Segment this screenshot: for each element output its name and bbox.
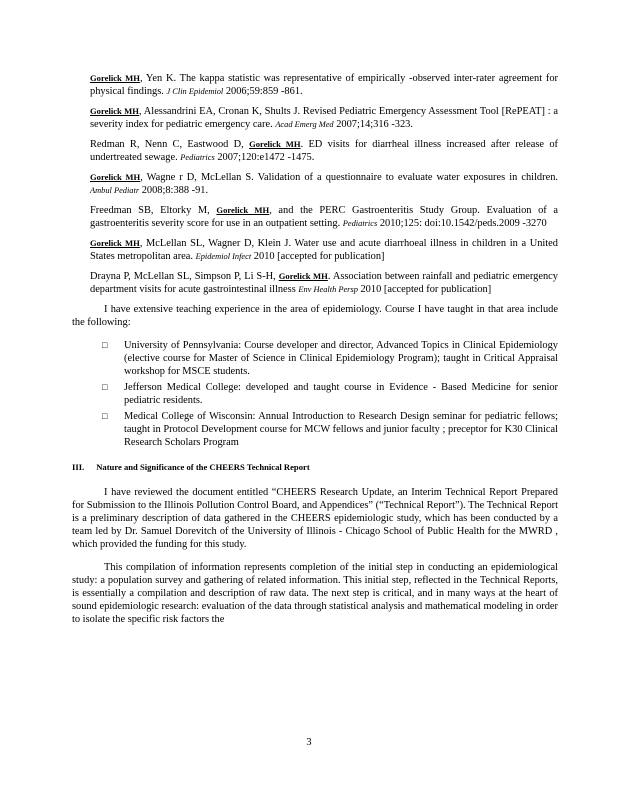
body-paragraph: This compilation of information represents completion of the initial step in conducting an epidemiological study: a population survey and gathering of related information. This initial step, reflected in the Technical Reports, is essentially a compilation and description of raw data. The next step is critical, and in many ways at the heart of sound epidemiologic research: evaluation of the data through statistical analysis and mathematical modeling in order to isolate the specific risk factors the (72, 562, 558, 625)
reference-citation: 2006;59:859 -861. (223, 86, 303, 97)
list-item (102, 381, 558, 407)
reference-author: Gorelick MH (90, 106, 139, 116)
list-item-text: Jefferson Medical College: developed and taught course in Evidence - Based Medicine for senior pediatric residents. (124, 382, 558, 406)
reference-citation: 2008;8:388 -91. (139, 185, 209, 196)
reference-prefix: Freedman SB, Eltorky M, (90, 205, 217, 216)
reference-journal: Acad Emerg Med (275, 120, 334, 129)
checkbox-bullet-icon: □ (102, 411, 108, 421)
reference-author: Gorelick MH (90, 172, 141, 182)
reference-journal: Ambul Pediatr (90, 186, 140, 195)
reference-entry (90, 171, 558, 197)
reference-text: , and the PERC Gastroenteritis Study Group. Evaluation of a gastroenteritis severity score for use in an outpatient setting. (90, 205, 559, 229)
reference-entry (90, 237, 558, 263)
reference-author: Gorelick MH (90, 238, 140, 248)
reference-text: . Association between rainfall and pediatric emergency department visits for acute gastrointestinal illness (90, 271, 558, 295)
reference-prefix: Drayna P, McLellan SL, Simpson P, Li S-H, (90, 271, 279, 282)
body-paragraph: I have reviewed the document entitled “CHEERS Research Update, an Interim Technical Report Prepared for Submission to the Illinois Pollution Control Board, and Appendices” (“Technical Report”). The Technical Report is a preliminary description of data gathered in the CHEERS epidemiologic study, which has been conducted by a team led by Dr. Samuel Dorevitch of the University of Illinois - Chicago School of Public Health for the MWRD , which provided the funding for this study. (72, 487, 558, 550)
reference-journal: Epidemiol Infect (195, 252, 252, 261)
reference-journal: Pediatrics (342, 219, 378, 228)
reference-entry (90, 270, 558, 296)
page-content (72, 72, 559, 636)
list-item (102, 339, 558, 378)
reference-text: . ED visits for diarrheal illness increased after release of undertreated sewage. (90, 139, 558, 163)
reference-author: Gorelick MH (278, 271, 328, 281)
section-title: Nature and Significance of the CHEERS Technical Report (96, 462, 310, 472)
reference-journal: Env Health Persp (298, 285, 358, 294)
reference-citation: 2007;120:e1472 -1475. (214, 152, 315, 163)
reference-text: , McLellan SL, Wagner D, Klein J. Water use and acute diarrhoeal illness in children in a United States metropolitan area. (90, 238, 558, 262)
reference-author: Gorelick MH (216, 205, 270, 215)
reference-entry (90, 204, 558, 230)
reference-text: , Alessandrini EA, Cronan K, Shults J. Revised Pediatric Emergency Assessment Tool [RePEAT] : a severity index for pediatric emergency care. (90, 106, 558, 130)
list-item (102, 410, 558, 449)
page-number: 3 (306, 737, 312, 748)
reference-text: , Wagne r D, McLellan S. Validation of a questionnaire to evaluate water exposures in children. (140, 172, 558, 183)
teaching-list (102, 339, 558, 449)
references-list (90, 72, 558, 296)
section-heading (72, 461, 558, 474)
reference-author: Gorelick MH (249, 139, 301, 149)
reference-citation: 2010 [accepted for publication] (357, 284, 492, 295)
section-number: III. (72, 462, 85, 472)
reference-entry (90, 105, 558, 131)
reference-citation: 2010 [accepted for publication] (251, 251, 385, 262)
reference-author: Gorelick MH (90, 73, 140, 83)
reference-citation: 2007;14;316 -323. (333, 119, 413, 130)
teaching-intro: I have extensive teaching experience in the area of epidemiology. Course I have taught in that area include the following: (72, 304, 558, 328)
reference-prefix: Redman R, Nenn C, Eastwood D, (90, 139, 250, 150)
reference-text: , Yen K. The kappa statistic was representative of empirically -observed inter-rater agreement for physical findings. (90, 73, 558, 97)
reference-entry (90, 138, 558, 164)
checkbox-bullet-icon: □ (102, 382, 108, 392)
list-item-text: Medical College of Wisconsin: Annual Introduction to Research Design seminar for pediatric fellows; taught in Protocol Development course for MCW fellows and junior faculty ; preceptor for K30 Clinical Research Scholars Program (124, 411, 558, 448)
reference-journal: J Clin Epidemiol (166, 87, 224, 96)
reference-citation: 2010;125: doi:10.1542/peds.2009 -3270 (377, 218, 547, 229)
reference-journal: Pediatrics (180, 153, 215, 162)
checkbox-bullet-icon: □ (102, 340, 108, 350)
reference-entry (90, 72, 558, 98)
list-item-text: University of Pennsylvania: Course developer and director, Advanced Topics in Clinical Epidemiology (elective course for Master of Science in Clinical Epidemiology Program); taught in Critical Appraisal workshop for MSCE students. (124, 340, 558, 377)
